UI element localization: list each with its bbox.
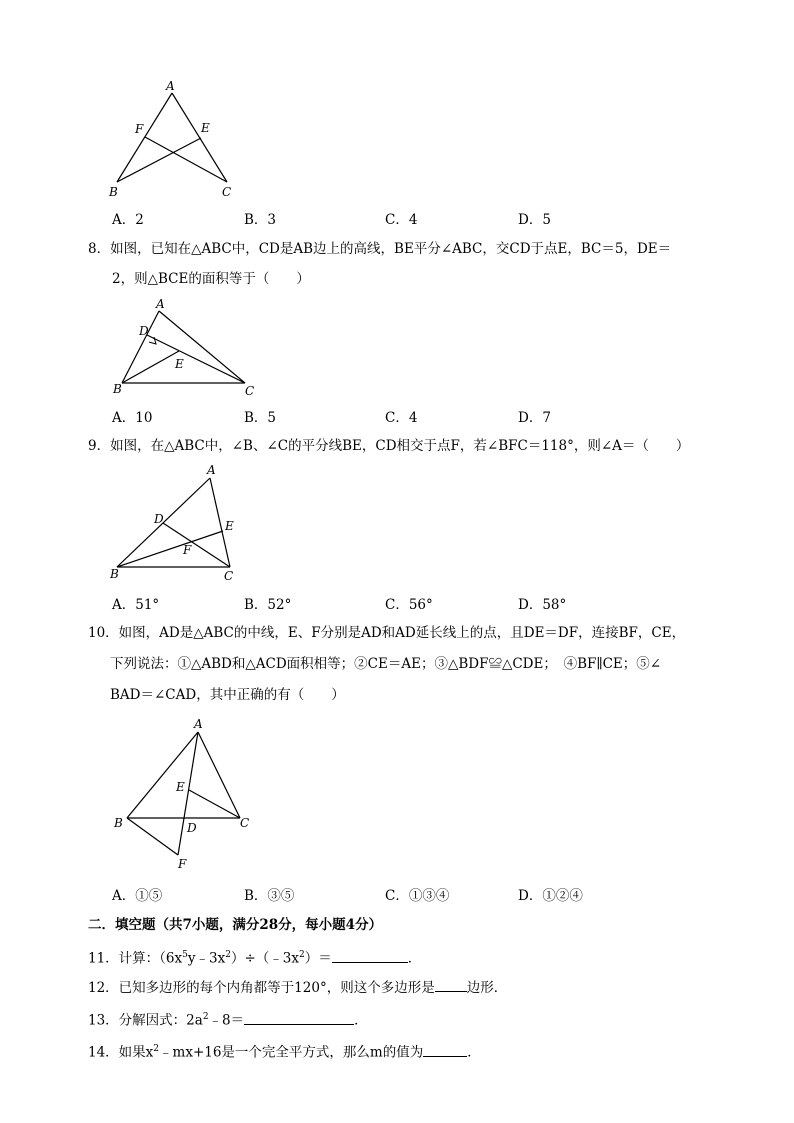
q11-prefix: 11．计算：（6x: [88, 950, 183, 967]
q7-label-c: C: [222, 185, 232, 199]
q9-option-b: B．52°: [244, 597, 292, 613]
q8-stem-line1: 8．如图，已知在△ABC中，CD是AB边上的高线，BE平分∠ABC，交CD于点E，BC＝5，DE＝: [88, 241, 672, 257]
q8-option-d: D．7: [518, 410, 551, 426]
q11-sup1: 5: [182, 950, 188, 960]
q8-option-a: A．10: [112, 410, 153, 426]
q10-label-d: D: [187, 821, 197, 835]
q10-label-e: E: [176, 780, 185, 794]
section-heading: 二．填空题（共7小题，满分28分，每小题4分）: [88, 917, 383, 933]
q7-label-b: B: [109, 185, 118, 199]
q10-stem-line3: BAD＝∠CAD，其中正确的有（ ）: [110, 687, 345, 703]
q14-tail: ．: [467, 1044, 481, 1061]
q13-tail: ．: [354, 1012, 368, 1029]
q11-answer-blank[interactable]: [332, 948, 408, 963]
q11-end: ）＝: [304, 950, 332, 967]
q10-label-c: C: [240, 816, 250, 830]
q10-stem-line2: 下列说法：①△ABD和△ACD面积相等；②CE＝AE；③△BDF≌△CDE； ④BF∥CE；⑤∠: [110, 656, 662, 672]
q7-option-c: C．4: [385, 212, 418, 228]
q8-option-b: B．5: [244, 410, 277, 426]
q8-option-c: C．4: [385, 410, 418, 426]
q8-label-b: B: [113, 382, 122, 396]
q9-label-f: F: [183, 543, 192, 557]
q14-answer-blank[interactable]: [423, 1042, 467, 1057]
q13-sup: 2: [202, 1012, 209, 1022]
q10-option-b: B．③⑤: [244, 888, 295, 904]
q12-tail: 边形．: [466, 980, 508, 996]
q9-label-e: E: [225, 519, 234, 533]
q7-label-e: E: [201, 121, 210, 135]
q10-figure: [105, 710, 265, 875]
q7-label-f: F: [135, 122, 144, 136]
q9-label-a: A: [207, 463, 216, 477]
q10-option-d: D．①②④: [518, 888, 583, 904]
q9-figure: [103, 460, 253, 590]
q14-mid: ﹣mx+16是一个完全平方式，那么m的值为: [159, 1044, 424, 1061]
q10-option-a: A．①⑤: [112, 888, 163, 904]
q8-label-c: C: [245, 384, 255, 398]
q12-text: 12．已知多边形的每个内角都等于120°，则这个多边形是: [88, 980, 435, 996]
q7-option-b: B．3: [244, 212, 277, 228]
q9-label-d: D: [154, 512, 164, 526]
q9-option-c: C．56°: [385, 597, 433, 613]
q7-option-d: D．5: [518, 212, 551, 228]
q11-sup3: 2: [298, 950, 305, 960]
q9-label-c: C: [224, 569, 234, 583]
q9-option-d: D．58°: [518, 597, 567, 613]
q10-option-c: C．①③④: [385, 888, 450, 904]
q14-prefix: 14．如果x: [88, 1044, 154, 1061]
q11-line: [88, 946, 421, 968]
q13-answer-blank[interactable]: [244, 1010, 354, 1025]
q7-label-a: A: [166, 79, 175, 93]
q7-figure: [100, 75, 250, 205]
q14-sup: 2: [153, 1044, 160, 1054]
q9-stem-line1: 9．如图，在△ABC中，∠B、∠C的平分线BE，CD相交于点F，若∠BFC＝118°，则∠A＝（ ）: [88, 438, 690, 454]
q12-answer-blank[interactable]: [435, 977, 467, 992]
q8-label-d: D: [139, 324, 149, 338]
q11-mid1: y﹣3x: [187, 950, 226, 967]
q8-figure: [105, 294, 265, 404]
q11-tail: ．: [407, 950, 422, 967]
q10-label-f: F: [178, 857, 187, 871]
q13-line: [88, 1008, 368, 1030]
q8-stem-line2: 2，则△BCE的面积等于（ ）: [112, 271, 310, 287]
q10-label-b: B: [114, 816, 123, 830]
q8-label-e: E: [175, 357, 184, 371]
q13-prefix: 13．分解因式：2a: [88, 1012, 203, 1029]
q8-label-a: A: [156, 297, 165, 311]
q14-line: [88, 1040, 481, 1062]
q11-mid2: ）÷（﹣3x: [230, 950, 299, 967]
q10-stem-line1: 10．如图，AD是△ABC的中线，E、F分别是AD和AD延长线上的点，且DE＝DF，连接BF，CE，: [88, 625, 686, 641]
q9-label-b: B: [110, 567, 119, 581]
q11-sup2: 2: [225, 950, 231, 960]
q13-mid: ﹣8＝: [208, 1012, 245, 1029]
q9-option-a: A．51°: [112, 597, 160, 613]
q12-line: [88, 977, 507, 997]
q7-option-a: A．2: [112, 212, 144, 228]
q10-label-a: A: [194, 717, 203, 731]
